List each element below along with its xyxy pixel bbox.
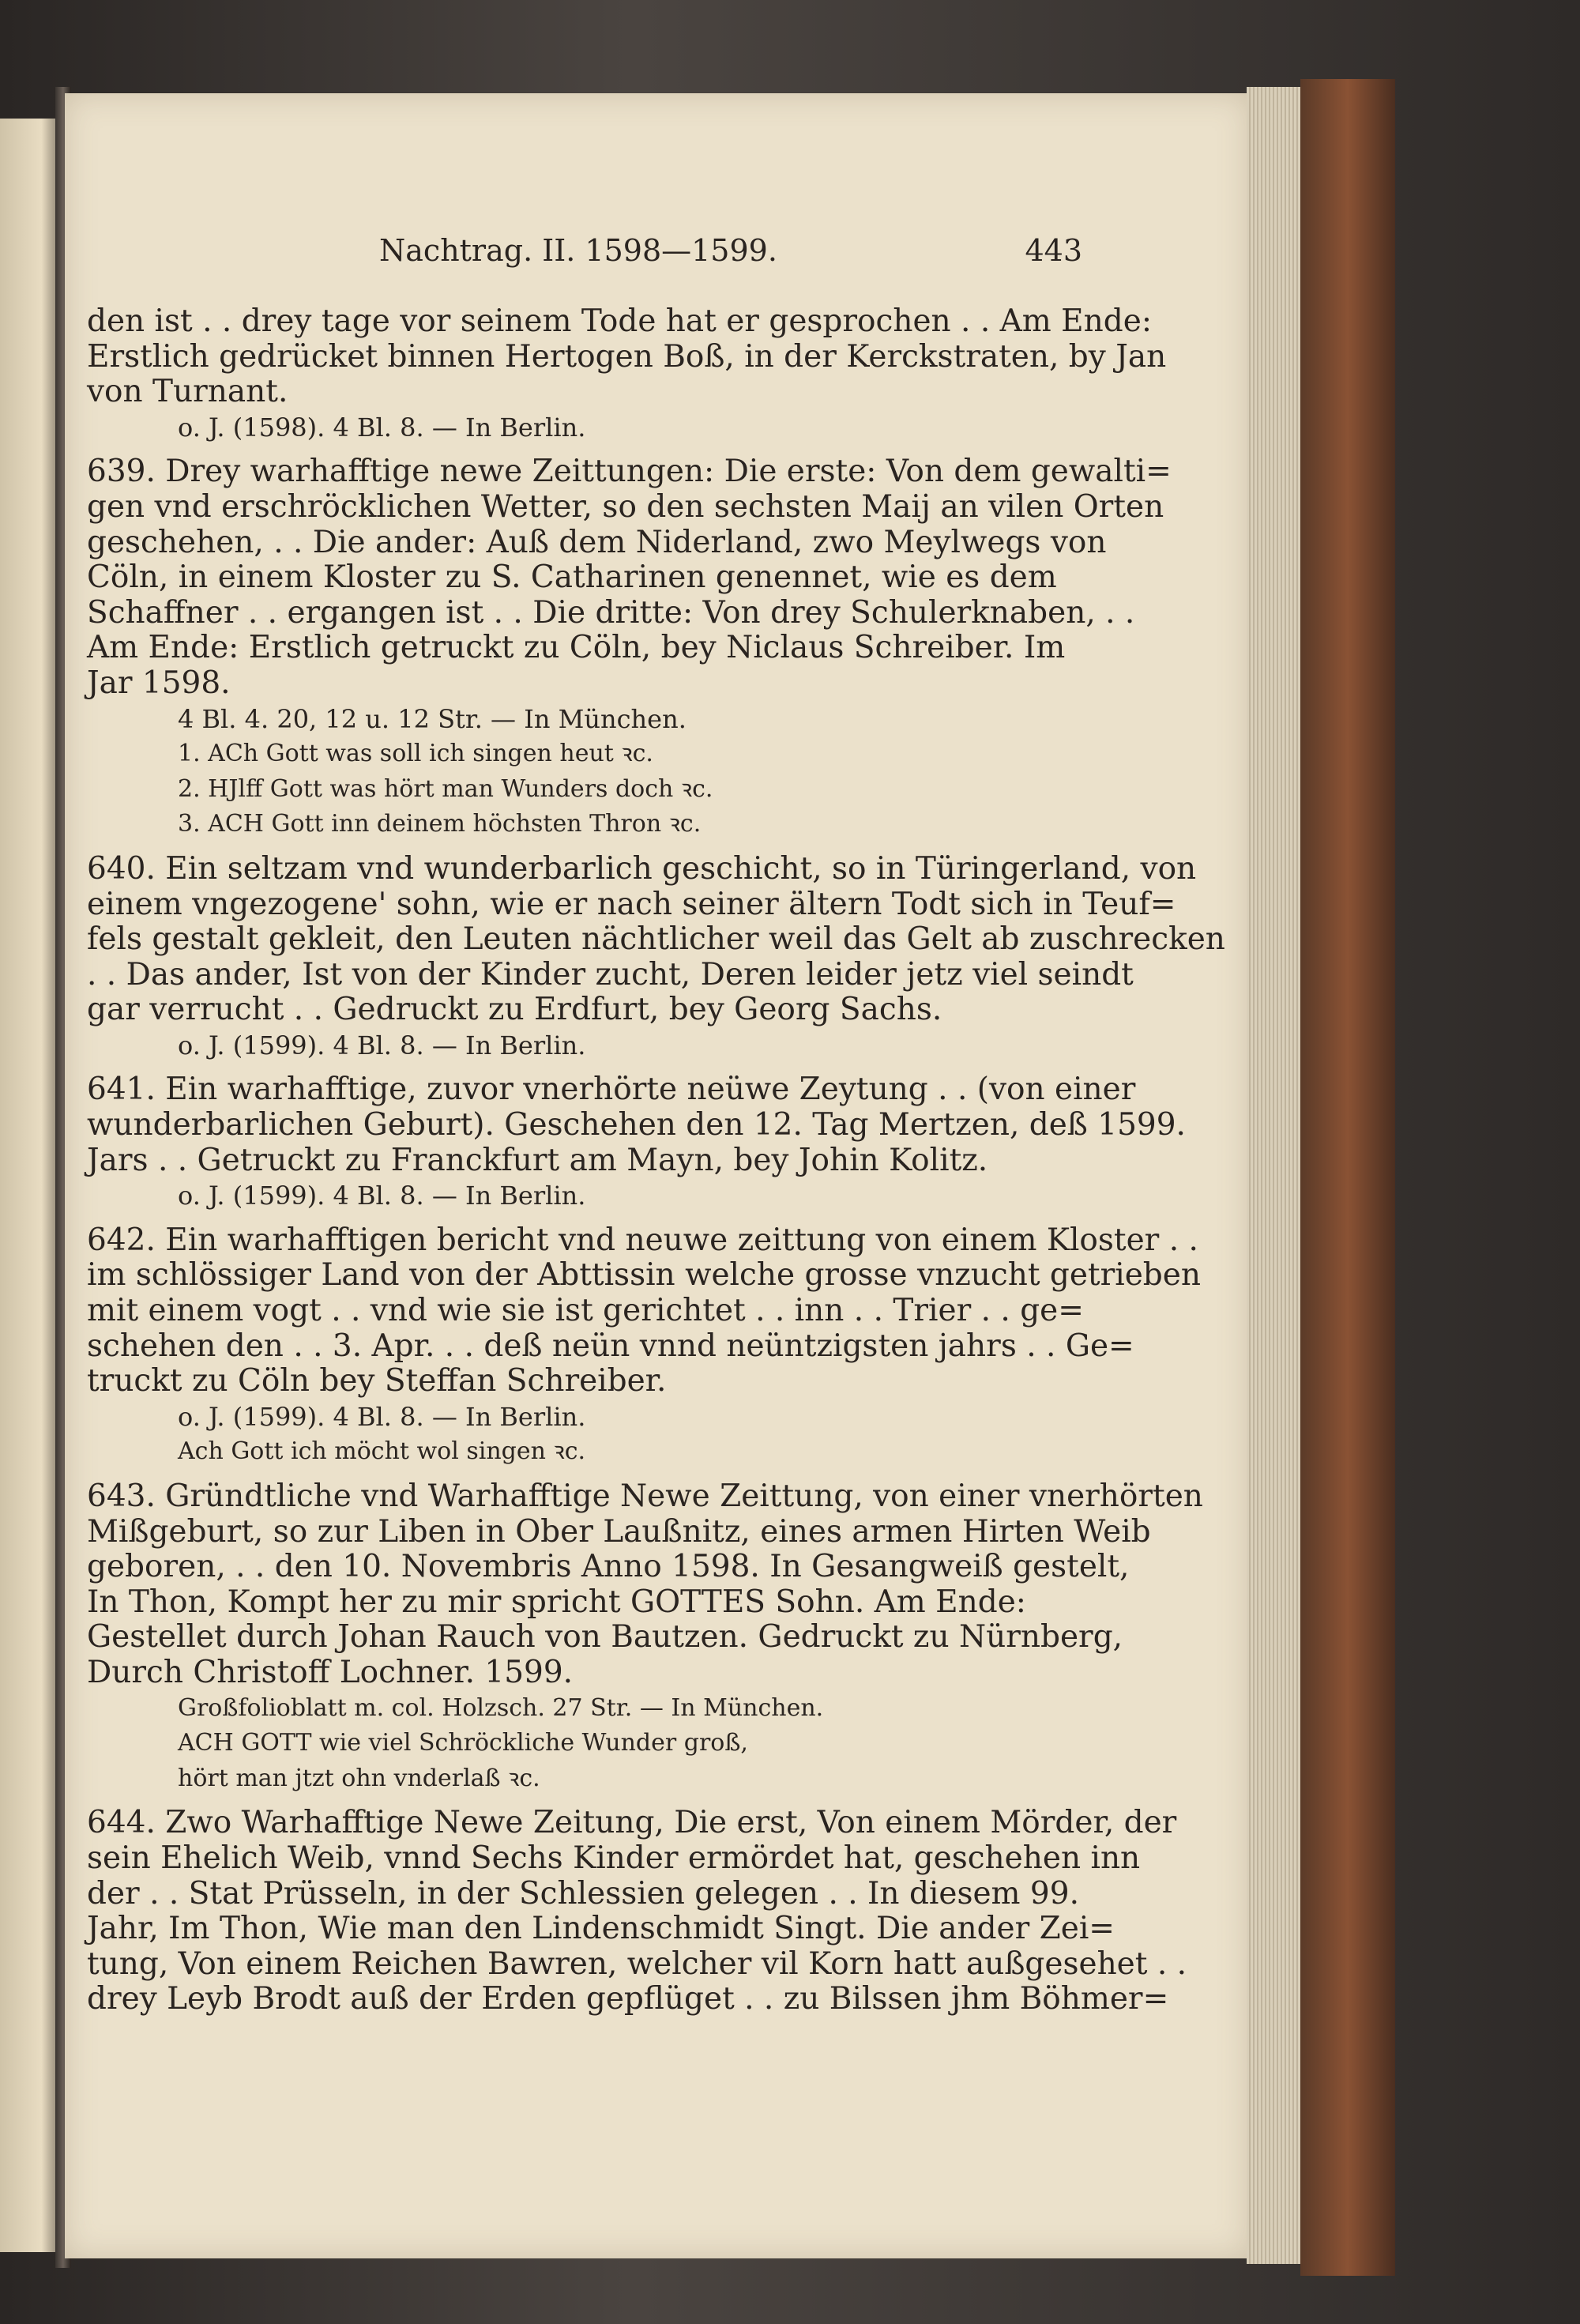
text-line: wunderbarlichen Geburt). Geschehen den 12. Tag Mertzen, deß 1599. [87, 1107, 1186, 1143]
text-line: 642. Ein warhafftigen bericht vnd neuwe zeittung von einem Kloster . . [87, 1222, 1198, 1258]
text-line: Erstlich gedrücket binnen Hertogen Boß, in der Kerckstraten, by Jan [87, 338, 1167, 375]
text-line: Großfolioblatt m. col. Holzsch. 27 Str. — In München. [178, 1693, 824, 1722]
text-line: gar verrucht . . Gedruckt zu Erdfurt, bey Georg Sachs. [87, 992, 942, 1028]
text-line: 641. Ein warhafftige, zuvor vnerhörte neüwe Zeytung . . (von einer [87, 1072, 1136, 1108]
text-line: der . . Stat Prüsseln, in der Schlessien gelegen . . In diesem 99. [87, 1875, 1079, 1912]
text-line: schehen den . . 3. Apr. . . deß neün vnnd neüntzigsten jahrs . . Ge= [87, 1328, 1134, 1364]
text-line: hört man jtzt ohn vnderlaß ꝛc. [178, 1764, 540, 1792]
text-line: gen vnd erschröcklichen Wetter, so den sechsten Maij an vilen Orten [87, 488, 1164, 525]
text-line: 643. Gründtliche vnd Warhafftige Newe Zeittung, von einer vnerhörten [87, 1478, 1203, 1514]
text-line: einem vngezogene' sohn, wie er nach seiner ältern Todt sich in Teuf= [87, 886, 1176, 922]
text-line: von Turnant. [87, 374, 288, 410]
text-line: tung, Von einem Reichen Bawren, welcher vil Korn hatt außgesehet . . [87, 1945, 1187, 1982]
text-line: 640. Ein seltzam vnd wunderbarlich geschicht, so in Türingerland, von [87, 850, 1197, 887]
text-line: geschehen, . . Die ander: Auß dem Niderland, zwo Meylwegs von [87, 524, 1107, 560]
text-line: truckt zu Cöln bey Steffan Schreiber. [87, 1363, 667, 1399]
text-line: In Thon, Kompt her zu mir spricht GOTTES Sohn. Am Ende: [87, 1584, 1026, 1620]
text-line: 1. ACh Gott was soll ich singen heut ꝛc. [178, 740, 653, 768]
text-line: fels gestalt gekleit, den Leuten nächtlicher weil das Gelt ab zuschrecken [87, 921, 1225, 958]
text-line: ACH GOTT wie viel Schröckliche Wunder groß, [178, 1729, 748, 1757]
text-line: 644. Zwo Warhafftige Newe Zeitung, Die erst, Von einem Mörder, der [87, 1805, 1177, 1841]
text-line: den ist . . drey tage vor seinem Tode hat er gesprochen . . Am Ende: [87, 303, 1152, 339]
text-line: Gestellet durch Johan Rauch von Bautzen. Gedruckt zu Nürnberg, [87, 1619, 1123, 1655]
text-line: Durch Christoff Lochner. 1599. [87, 1654, 574, 1690]
text-line: . . Das ander, Ist von der Kinder zucht, Deren leider jetz viel seindt [87, 956, 1134, 993]
text-line: Mißgeburt, so zur Liben in Ober Laußnitz, eines armen Hirten Weib [87, 1513, 1151, 1550]
page-stack-edges [1247, 87, 1300, 2264]
text-line: o. J. (1599). 4 Bl. 8. — In Berlin. [178, 1181, 586, 1211]
body-text [87, 303, 1225, 2017]
text-line: im schlössiger Land von der Abttissin welche grosse vnzucht getrieben [87, 1257, 1201, 1294]
text-line: 4 Bl. 4. 20, 12 u. 12 Str. — In München. [178, 703, 687, 734]
text-line: o. J. (1598). 4 Bl. 8. — In Berlin. [178, 412, 586, 443]
page-number: 443 [1025, 233, 1082, 268]
text-line: Cöln, in einem Kloster zu S. Catharinen genennet, wie es dem [87, 559, 1057, 596]
text-line: 639. Drey warhafftige newe Zeittungen: Die erste: Von dem gewalti= [87, 454, 1172, 490]
book-cover-edge [1300, 79, 1395, 2276]
text-line: sein Ehelich Weib, vnnd Sechs Kinder ermördet hat, geschehen inn [87, 1840, 1141, 1876]
facing-page-edge [0, 119, 59, 2252]
text-line: mit einem vogt . . vnd wie sie ist gerichtet . . inn . . Trier . . ge= [87, 1293, 1084, 1329]
text-line: Am Ende: Erstlich getruckt zu Cöln, bey Niclaus Schreiber. Im [87, 630, 1066, 666]
text-line: o. J. (1599). 4 Bl. 8. — In Berlin. [178, 1030, 586, 1060]
text-line: Jar 1598. [87, 665, 231, 701]
text-line: 3. ACH Gott inn deinem höchsten Thron ꝛc. [178, 810, 702, 838]
text-line: drey Leyb Brodt auß der Erden gepflüget . . zu Bilssen jhm Böhmer= [87, 1981, 1169, 2017]
text-line: 2. HJlff Gott was hört man Wunders doch ꝛc. [178, 774, 713, 803]
text-line: o. J. (1599). 4 Bl. 8. — In Berlin. [178, 1401, 586, 1432]
running-title: Nachtrag. II. 1598—1599. [379, 233, 777, 268]
text-line: Schaffner . . ergangen ist . . Die dritte: Von drey Schulerknaben, . . [87, 594, 1135, 631]
text-line: Jahr, Im Thon, Wie man den Lindenschmidt Singt. Die ander Zei= [87, 1911, 1115, 1947]
text-line: Ach Gott ich möcht wol singen ꝛc. [178, 1437, 586, 1466]
text-line: geboren, . . den 10. Novembris Anno 1598. In Gesangweiß gestelt, [87, 1549, 1130, 1585]
text-line: Jars . . Getruckt zu Franckfurt am Mayn, bey Johin Kolitz. [87, 1142, 988, 1178]
